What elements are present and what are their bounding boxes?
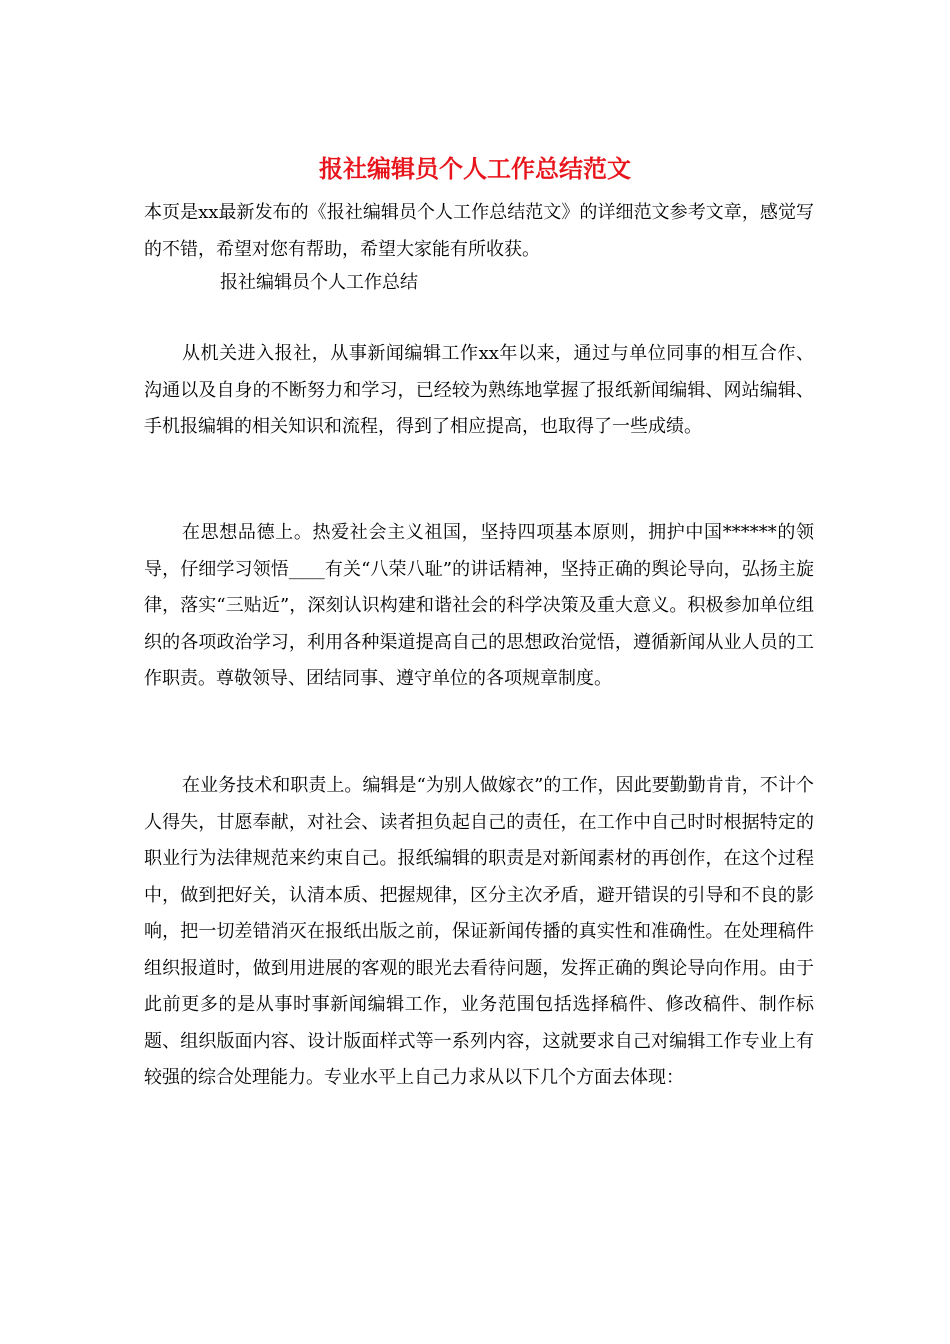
body-paragraph-2: 在思想品德上。热爱社会主义祖国，坚持四项基本原则，拥护中国******的领导，仔细学习领悟____有关“八荣八耻”的讲话精神，坚持正确的舆论导向，弘扬主旋律，落实“三贴近”，深刻认识构建和谐社会的科学决策及重大意义。积极参加单位组织的各项政治学习，利用各种渠道提高自己的思想政治觉悟，遵循新闻从业人员的工作职责。尊敬领导、团结同事、遵守单位的各项规章制度。 xyxy=(144,522,814,689)
body-paragraph-1: 从机关进入报社，从事新闻编辑工作xx年以来，通过与单位同事的相互合作、沟通以及自身的不断努力和学习，已经较为熟练地掌握了报纸新闻编辑、网站编辑、手机报编辑的相关知识和流程，得到了相应提高，也取得了一些成绩。 xyxy=(144,343,814,437)
document-title: 报社编辑员个人工作总结范文 xyxy=(319,154,631,183)
intro-paragraph: 本页是xx最新发布的《报社编辑员个人工作总结范文》的详细范文参考文章，感觉写的不错，希望对您有帮助，希望大家能有所收获。 xyxy=(144,202,814,260)
body-paragraph-3: 在业务技术和职责上。编辑是“为别人做嫁衣”的工作，因此要勤勤肯肯，不计个人得失，甘愿奉献，对社会、读者担负起自己的责任，在工作中自己时时根据特定的职业行为法律规范来约束自己。报纸编辑的职责是对新闻素材的再创作，在这个过程中，做到把好关，认清本质、把握规律，区分主次矛盾，避开错误的引导和不良的影响，把一切差错消灭在报纸出版之前，保证新闻传播的真实性和准确性。在处理稿件组织报道时，做到用进展的客观的眼光去看待问题，发挥正确的舆论导向作用。由于此前更多的是从事时事新闻编辑工作，业务范围包括选择稿件、修改稿件、制作标题、组织版面内容、设计版面样式等一系列内容，这就要求自己对编辑工作专业上有较强的综合处理能力。专业水平上自己力求从以下几个方面去体现： xyxy=(144,775,814,1088)
document-subtitle: 报社编辑员个人工作总结 xyxy=(220,272,418,293)
